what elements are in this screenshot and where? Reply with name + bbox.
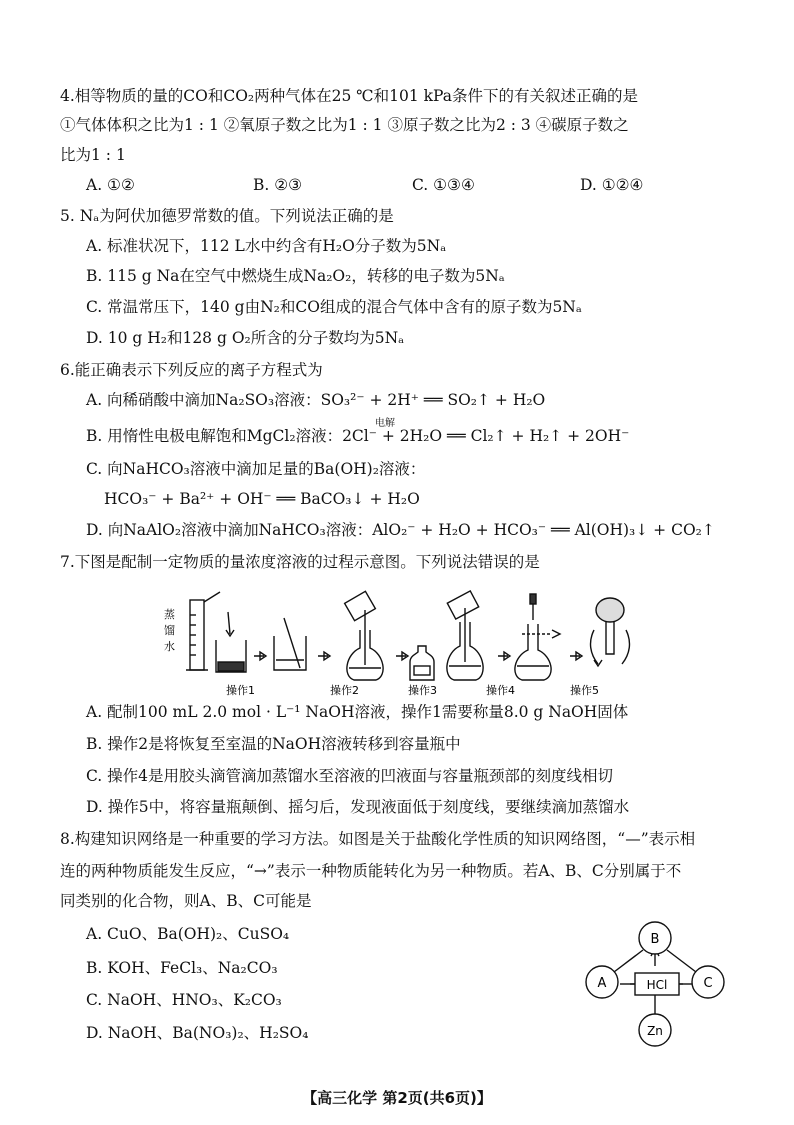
q4-opt-c: C. ①③④ (412, 176, 475, 194)
q7-stem: 7.下图是配制一定物质的量浓度溶液的过程示意图。下列说法错误的是 (60, 553, 540, 571)
page-footer: 【高三化学 第2页(共6页)】 (302, 1089, 492, 1107)
q8-stem-3: 同类别的化合物，则A、B、C可能是 (60, 892, 312, 910)
q4-opt-a: A. ①② (86, 176, 135, 194)
step-label-2: 操作2 (330, 684, 359, 697)
q7-opt-a: A. 配制100 mL 2.0 mol · L⁻¹ NaOH溶液，操作1需要称量8.0 g NaOH固体 (86, 703, 629, 721)
node-c-label: C (703, 976, 713, 991)
q5-opt-a: A. 标准状况下，112 L水中约含有H₂O分子数为5Nₐ (86, 237, 447, 255)
q7-opt-c: C. 操作4是用胶头滴管滴加蒸馏水至溶液的凹液面与容量瓶颈部的刻度线相切 (86, 767, 614, 785)
water-label-3: 水 (164, 640, 175, 653)
electrolysis-label: 电解 (375, 418, 395, 429)
q8-stem-2: 连的两种物质能发生反应，“→”表示一种物质能转化为另一种物质。若A、B、C分别属于不 (60, 862, 682, 880)
q5-opt-d: D. 10 g H₂和128 g O₂所含的分子数均为5Nₐ (86, 329, 405, 347)
q6-opt-d: D. 向NaAlO₂溶液中滴加NaHCO₃溶液：AlO₂⁻ + H₂O + HCO₃⁻ ══ Al(OH)₃↓ + CO₂↑ (86, 521, 715, 539)
water-label-1: 蒸 (164, 608, 175, 621)
q7-opt-b: B. 操作2是将恢复至室温的NaOH溶液转移到容量瓶中 (86, 735, 461, 753)
node-hcl-label: HCl (646, 978, 668, 992)
solution-preparation-figure (160, 590, 640, 700)
step-label-5: 操作5 (570, 684, 599, 697)
node-zn-label: Zn (647, 1024, 663, 1038)
q6-stem: 6.能正确表示下列反应的离子方程式为 (60, 361, 323, 379)
hcl-knowledge-network-diagram (580, 918, 730, 1068)
q6-opt-b: B. 用惰性电极电解饱和MgCl₂溶液：2Cl⁻ + 2H₂O ══ Cl₂↑ + H₂↑ + 2OH⁻ (86, 427, 630, 445)
q7-opt-d: D. 操作5中，将容量瓶颠倒、摇匀后，发现液面低于刻度线，要继续滴加蒸馏水 (86, 798, 630, 816)
q8-opt-b: B. KOH、FeCl₃、Na₂CO₃ (86, 959, 278, 977)
q8-opt-d: D. NaOH、Ba(NO₃)₂、H₂SO₄ (86, 1024, 309, 1042)
q6-opt-c-eq: HCO₃⁻ + Ba²⁺ + OH⁻ ══ BaCO₃↓ + H₂O (104, 490, 420, 508)
q4-opt-b: B. ②③ (253, 176, 303, 194)
step-label-4: 操作4 (486, 684, 515, 697)
water-label-2: 馏 (164, 624, 175, 637)
q5-stem: 5. Nₐ为阿伏加德罗常数的值。下列说法正确的是 (60, 207, 394, 225)
q4-line2: ①气体体积之比为1 : 1 ②氧原子数之比为1 : 1 ③原子数之比为2 : 3 ④碳原子数之 (60, 116, 629, 134)
q6-opt-c: C. 向NaHCO₃溶液中滴加足量的Ba(OH)₂溶液： (86, 460, 426, 478)
q4-line3: 比为1 : 1 (60, 146, 126, 164)
q5-opt-c: C. 常温常压下，140 g由N₂和CO组成的混合气体中含有的原子数为5Nₐ (86, 298, 582, 316)
q5-opt-b: B. 115 g Na在空气中燃烧生成Na₂O₂，转移的电子数为5Nₐ (86, 267, 505, 285)
q4-opt-d: D. ①②④ (580, 176, 644, 194)
node-a-label: A (597, 976, 607, 991)
q8-opt-c: C. NaOH、HNO₃、K₂CO₃ (86, 991, 282, 1009)
step-label-3: 操作3 (408, 684, 437, 697)
node-b-label: B (650, 932, 660, 947)
step-label-1: 操作1 (226, 684, 255, 697)
q4-stem: 4.相等物质的量的CO和CO₂两种气体在25 ℃和101 kPa条件下的有关叙述正确的是 (60, 87, 639, 105)
q6-opt-a: A. 向稀硝酸中滴加Na₂SO₃溶液：SO₃²⁻ + 2H⁺ ══ SO₂↑ + H₂O (86, 391, 546, 409)
q8-stem-1: 8.构建知识网络是一种重要的学习方法。如图是关于盐酸化学性质的知识网络图，“—”表示相 (60, 830, 696, 848)
q8-opt-a: A. CuO、Ba(OH)₂、CuSO₄ (86, 925, 290, 943)
